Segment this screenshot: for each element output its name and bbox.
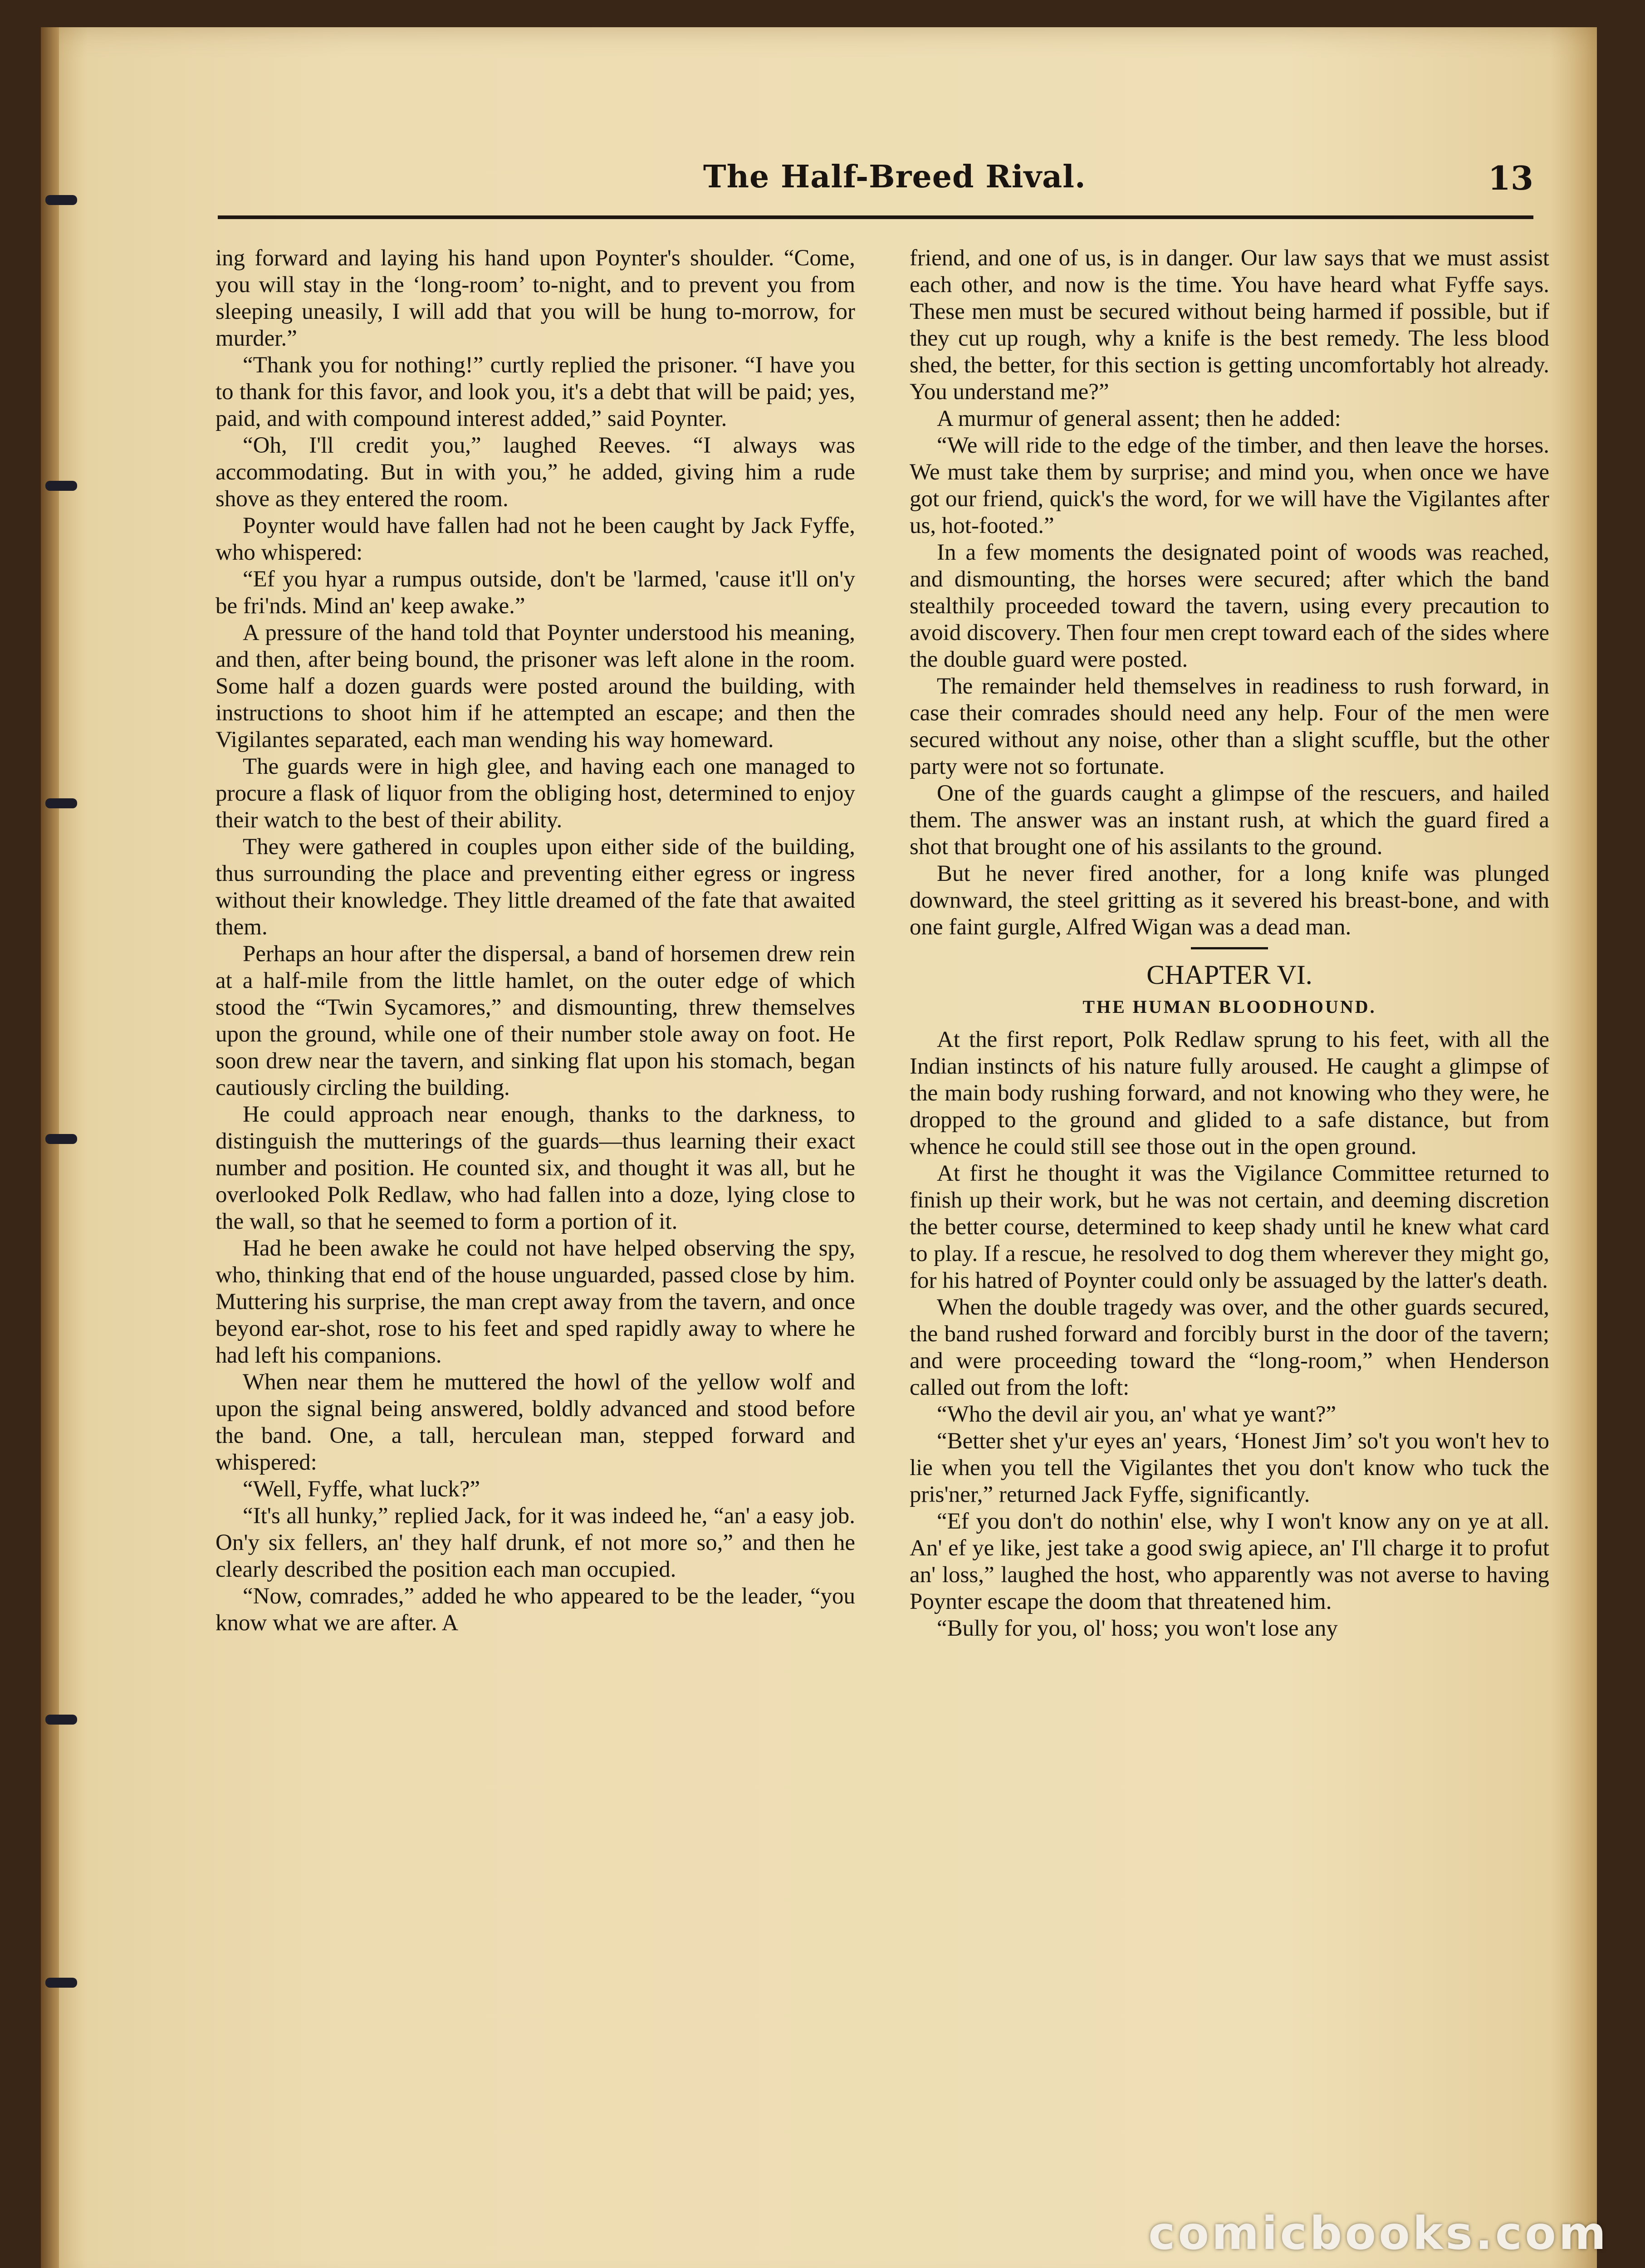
paragraph: When the double tragedy was over, and the other guards secured, the band rushed forward and forcibly burst in the door of the tavern; and were proceeding toward the “long-room,” when Henderson called out from the loft: bbox=[910, 1295, 1549, 1400]
paragraph: But he never fired another, for a long knife was plunged downward, the steel gritting as it severed his breast-bone, and with one faint gurgle, Alfred Wigan was a dead man. bbox=[910, 861, 1549, 940]
paragraph: friend, and one of us, is in danger. Our law says that we must assist each other, and now is the time. You have heard what Fyffe says. These men must be secured without being harmed if possible, but if they cut up rough, why a knife is the best remedy. The less blood shed, the better, for this section is getting uncomfortably hot already. You understand me?” bbox=[910, 245, 1549, 405]
paragraph: When near them he muttered the howl of the yellow wolf and upon the signal being answered, boldly advanced and stood before the band. One, a tall, herculean man, stepped forward and whispered: bbox=[215, 1369, 855, 1475]
binding-stitch bbox=[45, 798, 77, 808]
binding-stitch bbox=[45, 481, 77, 491]
binding-stitch bbox=[45, 195, 77, 205]
paragraph: Perhaps an hour after the dispersal, a band of horsemen drew rein at a half-mile from the little hamlet, on the outer edge of which stood the “Twin Sycamores,” and dismounting, threw themselves upon the ground, while one of their number stole away on foot. He soon drew near the tavern, and sinking flat upon his stomach, began cautiously circling the building. bbox=[215, 941, 855, 1100]
chapter-heading: CHAPTER VI. bbox=[910, 959, 1549, 991]
paragraph: Poynter would have fallen had not he been caught by Jack Fyffe, who whispered: bbox=[215, 513, 855, 565]
paragraph: “Better shet y'ur eyes an' years, ‘Honest Jim’ so't you won't hev to lie when you tell the Vigilantes thet you don't know who tuck the pris'ner,” returned Jack Fyffe, significantly. bbox=[910, 1428, 1549, 1507]
paragraph: He could approach near enough, thanks to the darkness, to distinguish the mutterings of the guards—thus learning their exact number and position. He counted six, and thought it was all, but he overlooked Polk Redlaw, who had fallen into a doze, lying close to the wall, so that he seemed to form a portion of it. bbox=[215, 1102, 855, 1234]
left-column bbox=[215, 245, 855, 1637]
watermark: comicbooks.com bbox=[1148, 2207, 1609, 2260]
header-rule bbox=[218, 215, 1533, 219]
paragraph: A murmur of general assent; then he added: bbox=[937, 406, 1341, 431]
paragraph: “Ef you hyar a rumpus outside, don't be 'larmed, 'cause it'll on'y be fri'nds. Mind an' keep awake.” bbox=[215, 567, 855, 619]
paragraph: The guards were in high glee, and having each one managed to procure a flask of liquor from the obliging host, determined to enjoy their watch to the best of their ability. bbox=[215, 754, 855, 833]
paragraph: “It's all hunky,” replied Jack, for it was indeed he, “an' a easy job. On'y six fellers, an' they half drunk, ef not more so,” and then he clearly described the position each man occupied. bbox=[215, 1503, 855, 1582]
paragraph: “Oh, I'll credit you,” laughed Reeves. “I always was accommodating. But in with you,” he added, giving him a rude shove as they entered the room. bbox=[215, 433, 855, 512]
paragraph: “Thank you for nothing!” curtly replied the prisoner. “I have you to thank for this favor, and look you, it's a debt that will be paid; yes, paid, and with compound interest added,” said Poynter. bbox=[215, 352, 855, 431]
right-column bbox=[910, 245, 1549, 1642]
paragraph: “We will ride to the edge of the timber, and then leave the horses. We must take them by surprise; and mind you, when once we have got our friend, quick's the word, for we will have the Vigilantes after us, hot-footed.” bbox=[910, 433, 1549, 538]
paragraph: “Ef you don't do nothin' else, why I won't know any on ye at all. An' ef ye like, jest take a good swig apiece, an' I'll charge it to profut an' loss,” laughed the host, who apparently was not averse to having Poynter escape the doom that threatened him. bbox=[910, 1509, 1549, 1614]
paragraph: At the first report, Polk Redlaw sprung to his feet, with all the Indian instincts of his nature fully aroused. He caught a glimpse of the main body rushing forward, and not knowing who they were, he dropped to the ground and glided to a safe distance, but from whence he could still see those out in the open ground. bbox=[910, 1027, 1549, 1159]
paragraph: In a few moments the designated point of woods was reached, and dismounting, the horses were secured; after which the band stealthily proceeded toward the tavern, using every precaution to avoid discovery. Then four men crept toward each of the sides where the double guard were posted. bbox=[910, 540, 1549, 672]
chapter-subtitle: THE HUMAN BLOODHOUND. bbox=[1082, 997, 1376, 1017]
paragraph: At first he thought it was the Vigilance Committee returned to finish up their work, but he was not certain, and deeming discretion the better course, determined to keep shady until he knew what card to play. If a rescue, he resolved to dog them wherever they might go, for his hatred of Poynter could only be assuaged by the latter's death. bbox=[910, 1161, 1549, 1293]
paragraph: “Now, comrades,” added he who appeared to be the leader, “you know what we are after. A bbox=[215, 1584, 855, 1636]
book-page bbox=[41, 27, 1597, 2268]
paragraph: “Who the devil air you, an' what ye want?” bbox=[937, 1402, 1337, 1427]
paragraph: “Well, Fyffe, what luck?” bbox=[243, 1476, 480, 1502]
page-number: 13 bbox=[1488, 159, 1533, 197]
page-header bbox=[218, 154, 1533, 222]
paragraph: One of the guards caught a glimpse of the rescuers, and hailed them. The answer was an instant rush, at which the guard fired a shot that brought one of his assilants to the ground. bbox=[910, 781, 1549, 860]
paragraph: Had he been awake he could not have helped observing the spy, who, thinking that end of the house unguarded, passed close by him. Muttering his surprise, the man crept away from the tavern, and once beyond ear-shot, rose to his feet and sped rapidly away to where he had left his companions. bbox=[215, 1236, 855, 1368]
paragraph: They were gathered in couples upon either side of the building, thus surrounding the place and preventing either egress or ingress without their knowledge. They little dreamed of the fate that awaited them. bbox=[215, 834, 855, 940]
paragraph: “Bully for you, ol' hoss; you won't lose any bbox=[937, 1616, 1338, 1641]
binding-stitch bbox=[45, 1978, 77, 1988]
binding-stitch bbox=[45, 1134, 77, 1144]
paragraph: ing forward and laying his hand upon Poynter's shoulder. “Come, you will stay in the ‘long-room’ to-night, and to prevent you from sleeping uneasily, I will add that you will be hung to-morrow, for murder.” bbox=[215, 245, 855, 351]
running-title: The Half-Breed Rival. bbox=[703, 159, 1086, 195]
binding-stitch bbox=[45, 1715, 77, 1725]
paragraph: A pressure of the hand told that Poynter understood his meaning, and then, after being bound, the prisoner was left alone in the room. Some half a dozen guards were posted around the building, with instructions to shoot him if he attempted an escape; and then the Vigilantes separated, each man wending his way homeward. bbox=[215, 620, 855, 753]
binding-gutter bbox=[41, 27, 59, 2268]
paragraph: The remainder held themselves in readiness to rush forward, in case their comrades should need any help. Four of the men were secured without any noise, other than a slight scuffle, but the other party were not so fortunate. bbox=[910, 674, 1549, 779]
